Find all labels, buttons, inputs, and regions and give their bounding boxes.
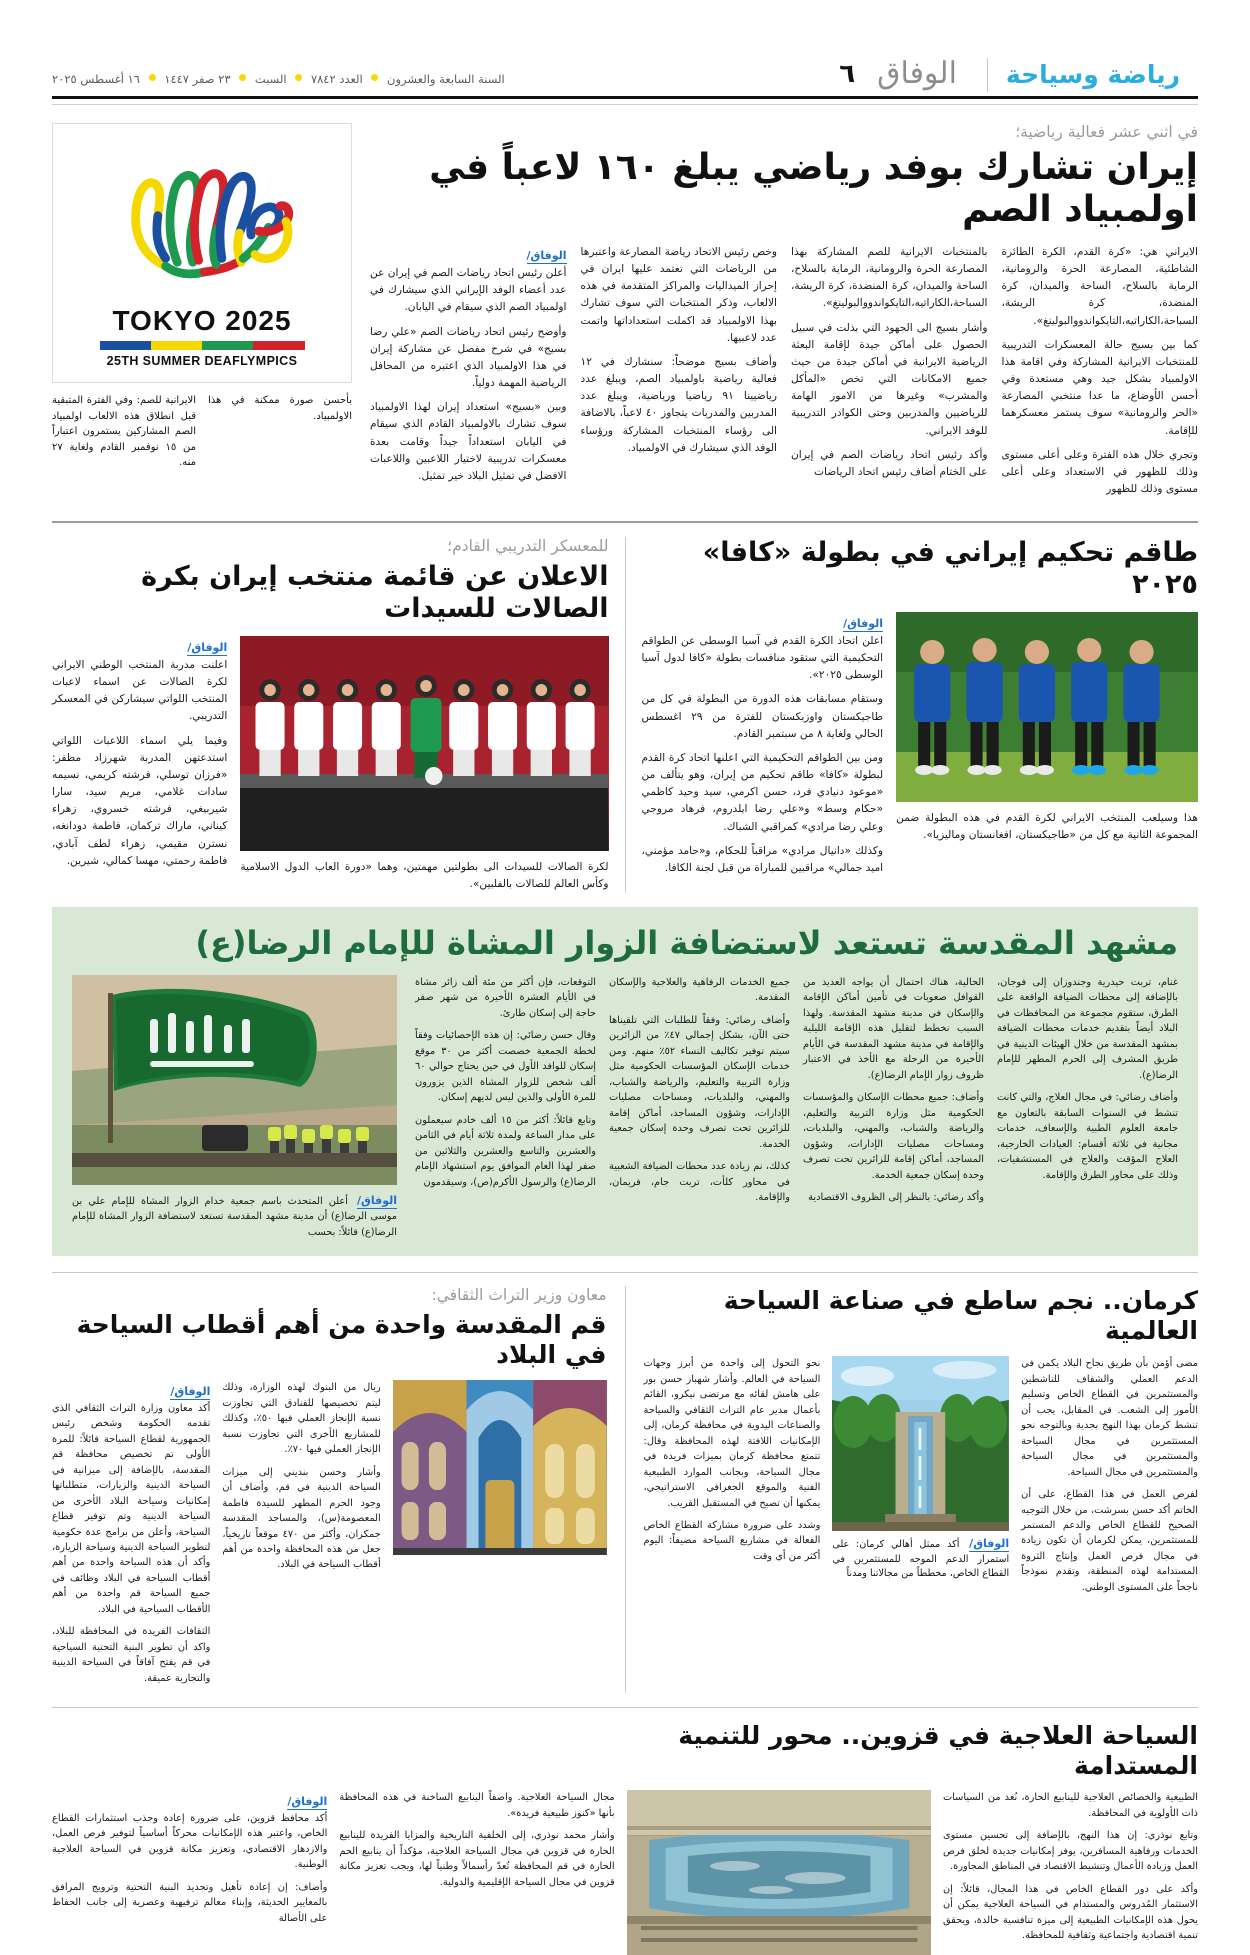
article-qazvin-headline: السياحة العلاجية في قزوين.. محور للتنمية المستدامة <box>678 1721 1198 1780</box>
paragraph: أكد معاون وزارة التراث الثقافي الذي تقدمه الحكومة وشخص رئيس الجمهورية لقطاع السياحة قائلاً: للمرة الأولى تم تخصيص محافظة قم المقدسة، بالإضافة إلى ميزانية في السياحة الدينية والزيارات، متطلباتها إمكانيات وسياحة البلاد الأخرى من السياحة الدينية وتم توفير قطاع السياحة، وأعلن من برامج عدة حكومية لتطوير السياحة الدينية وسياحة الزيارة، وأكد أن هذه السياحة واحدة من أهم أقطاب السياحة في البلاد وظائف في جميع السياحة قم واحدة من أهم الأقطاب السياحية في البلاد. <box>52 1402 211 1615</box>
logo-wordmark: TOKYO 2025 <box>112 305 292 336</box>
paragraph: وأشار بسيج الى الجهود التي بذلت في سبيل الحصول على أماكن جيدة لإقامة البعثة الرياضية الايرانية في أماكن جيدة من حيث جميع الامكانات التي تخص «المأكل والمشرب» وغيرها من الامور الهامة للرياضيين والمدربين وحتى الكوادر التدريبية للوفد الايراني. <box>791 321 988 437</box>
paragraph: بالمنتخبات الايرانية للصم المشاركة بهذا المصارعة الحرة والرومانية، الرماية بالسلاح، الساحة والميدان، كرة المنضدة، كرة الريشة، السباحة،الكاراتيه،التايكواندووالبولينغ». <box>791 245 988 310</box>
paragraph: أكد محافظ قزوين، على ضرورة إعادة وجذب استثمارات القطاع الخاص، واعتبر هذه الإمكانيات محركاً أساسياً لتوفير فرص العمل، والازدهار الاقتصادي، وتعزيز مكانة قزوين في السياحة العلاجية الوطنية. <box>51 1812 328 1871</box>
source-tag: الوفاق/ <box>526 248 567 262</box>
paragraph: وبين «بسيج» استعداد إيران لهذا الاولمبياد سوف تشارك بالاولمبياد القادم الذي سيقام في اليابان استعداداً جيداً وقامت بعدة معسكرات تدريبية لاختيار اللاعبين واللاعبات الافضل في تمثيل البلاد خير تمثيل. <box>370 401 567 482</box>
page-number: ٦ <box>839 59 856 89</box>
mashhad-body-2 <box>803 975 984 1206</box>
article-qazvin-columns <box>52 1790 1198 1955</box>
mashhad-photo-block <box>72 975 397 1240</box>
mashhad-body-4 <box>415 975 596 1190</box>
section-rule-3 <box>52 1707 1198 1708</box>
dateline-p3: ٢٣ صفر ١٤٤٧ <box>164 72 231 86</box>
dateline-p2: السبت <box>254 72 287 86</box>
paper-name: الوفاق <box>877 56 957 91</box>
dateline-p0: السنة السابعة والعشرون <box>387 72 505 86</box>
source-tag: الوفاق/ <box>170 1385 211 1399</box>
logo-color-bars <box>100 341 305 350</box>
paragraph: مجال السياحة العلاجية. واصفاً الينابيع الساخنة في هذه المحافظة بأنها «كنوز طبيعية فريدة». <box>339 1792 615 1819</box>
qom-col-1 <box>52 1380 210 1693</box>
article-qom-headline: قم المقدسة واحدة من أهم أقطاب السياحة في البلاد <box>76 1310 607 1369</box>
paragraph: وأكد على دور القطاع الخاص في هذا المجال، قائلاً: إن الاستثمار المُدروس والمستدام في السياحة العلاجية يمكن أن يحول هذه الإمكانيات الطبيعية إلى ميزة تنافسية خالدة، ويحقق تنمية اقتصادية واجتماعية وثقافية للمحافظة. <box>942 1883 1198 1941</box>
qazvin-hotspring-photo <box>627 1790 931 1955</box>
paragraph: وأكد رئيس اتحاد رياضات الصم في إيران على الختام أضاف رئيس اتحاد الرياضات <box>791 448 988 478</box>
futsal-body-col-1 <box>52 657 227 870</box>
paragraph: وتجري خلال هذه الفترة وعلى أعلى مستوى وذلك للظهور في الاستعداد وعلى أعلى مستوى وذلك للظهور <box>1001 448 1198 495</box>
article-mashhad <box>52 907 1198 1256</box>
futsal-photo-col <box>240 636 608 893</box>
kerman-photo-col <box>832 1356 1009 1602</box>
body-col-2 <box>581 244 778 457</box>
source-tag: الوفاق/ <box>187 640 228 654</box>
dateline-p1: العدد ٧٨٤٢ <box>310 72 363 86</box>
dateline <box>52 72 505 92</box>
paragraph: الثقافات الفريدة في المحافظة للبلاد، واكد أن تطوير البنية التحتية السياحية في قم يفتح آفاقاً في السياحة الدينية والتجارية عميقة. <box>52 1626 211 1684</box>
deaflympics-logo-block <box>52 123 352 471</box>
paragraph: وخص رئيس الاتحاد رياضة المصارعة واعتبرها من الرياضات التي تعتمد عليها ايران في إحراز الميداليات والمراكز المتقدمة في هذه الالعاب، وذكر المنتخبات التي سوف تشارك بهذا الاولمبياد قد اكملت استعداداتها واتمت عدد لاعبيها. <box>580 245 777 344</box>
kafa-text-col <box>642 612 884 884</box>
deaflympics-hand-logo-icon <box>95 138 310 303</box>
paragraph: وأوضح رئيس اتحاد رياضات الصم «علي رضا بسيج» في شرح مفصل عن مشاركة إيران في هذا الاولمبياد الذي اعتبره من المحافل الرياضية المهمة دولياً. <box>370 325 567 390</box>
paragraph: وستقام مسابقات هذه الدورة من البطولة في كل من طاجيكستان واوزبكستان للفترة من ٢٩ اغسطس الحالي ولغاية ٨ من سبتمبر القادم. <box>641 693 884 740</box>
paragraph: وأضاف: جميع محطات الإسكان والمؤسسات الحكومية مثل وزارة التربية والتعليم، والرياضة والشباب، والمهني، والبلديات، ومساحات مصليات الإدارات، وشؤون المساجد، أماكن إقامة للزائرين تحت تصرف وحدة إسكان جمعية الخدمة. <box>803 1092 984 1181</box>
article-mashhad-headline: مشهد المقدسة تستعد لاستضافة الزوار المشاة للإمام الرضا(ع) <box>195 924 1178 963</box>
article-deaflympics <box>52 123 1198 505</box>
article-deaflympics-text <box>370 123 1198 505</box>
paragraph: اعلنت مدربة المنتخب الوطني الايراني لكرة الصالات عن اسماء لاعبات المنتخب اللواتي سيشاركن في المعسكر التدريبي. <box>52 659 228 723</box>
paragraph: وأضاف رضائي: وفقاً للطلبات التي تلقيناها حتى الآن، بشكل إجمالي ٤٧٪ من الزائرين سيتم توفير تكاليف النساء ٥٢٪ منهم. ومن خدمات الإسكان المؤسسات الحكومية مثل وزارة التربية والتعليم، والرياضة والشباب، والمهني، والبلديات، ومساحات مصليات الإدارات، وشؤون المساجد، أماكن إقامة للزائرين تحت تصرف وحدة إسكان جمعية الخدمة. <box>609 1014 790 1150</box>
kerman-photo-caption-wrap <box>832 1536 1009 1581</box>
column-3 <box>791 244 988 505</box>
mashhad-col-3 <box>609 975 790 1213</box>
kerman-body-2 <box>644 1356 821 1564</box>
source-tag: الوفاق/ <box>287 1795 328 1809</box>
pilgrims-flag-photo <box>72 975 397 1185</box>
article-deaflympics-kicker: في اثني عشر فعالية رياضية؛ <box>1015 123 1198 141</box>
body-col-3 <box>791 244 988 481</box>
article-futsal-headline: الاعلان عن قائمة منتخب إيران بكرة الصالات للسيدات <box>141 561 609 624</box>
mashhad-body-1 <box>997 975 1178 1183</box>
qom-shrine-photo <box>393 1380 607 1555</box>
paragraph: ريال من البنوك لهذه الوزارة، وذلك ليتم تخصيصها للفنادق التي تجاوزت نسبة الإنجاز العملي فيها ٥٠٪، وكذلك للمشاريع الأخرى التي تجاوزت نسبة الإنجاز العملي فيها ٧٠٪. <box>222 1382 381 1456</box>
kerman-garden-photo <box>832 1356 1009 1531</box>
kerman-col-2 <box>644 1356 821 1602</box>
paragraph: وأضاف: إن إعادة تأهيل وتجديد البنية التحتية وترويج المرافق بالمعايير الحديثة، وإبناء معالم ترفيهية وعصرية إلى جانب الحفاظ على الأصالة <box>51 1881 328 1924</box>
bullet-dot-icon <box>295 74 302 81</box>
article-kafa-columns <box>642 612 1199 884</box>
masthead-divider <box>987 58 988 92</box>
paragraph: وأضاف بسيج موضحاً: سنشارك في ١٢ فعالية رياضية باولمبياد الصم، ويبلغ عدد رياضيينا ٩١ رياضيا ورياضية، ويبلغ عدد المدربين والمدربات يتجاوز ٤٠ لاعباً، بالاضافة الى رؤساء المنتخبات المشاركة ورؤساء الوفد الذي سيشارك في الاولمبياد. <box>580 355 777 454</box>
kafa-body-col-1 <box>642 633 884 877</box>
paragraph: وفيما يلي اسماء اللاعبات اللواتي استدعتهن المدربة شهرزاد مظفر: «فرزان توسلي، فرشته كريمي، نسيمه سادات غلامي، مريم سيد، سارا شيربيغي، فرشته خسروي، زهراء كيناني، ماراك تركمان، فاطمة دودانغه، نسترن مقيمي، زهراء لطف آبادي، فاطمة رحمتي، مهسا كمالي، شيرين. <box>52 734 228 867</box>
masthead-brand <box>839 58 1198 92</box>
article-qazvin <box>52 1721 1198 1955</box>
article-qom-columns <box>52 1380 607 1693</box>
paragraph: وتابع قائلاً: أكثر من ١٥ ألف خادم سيعملون على مدار الساعة ولمدة ثلاثة أيام في الثامن والعشرين والتاسع والعشرين والثلاثين من صفر لهذا العام الموافق يوم استشهاد الإمام الرضا(ع) والرسول الأكرم(ص)، وسيقدمون <box>415 1114 596 1188</box>
logo-caption-left: بأحسن صورة ممكنة في هذا الاولمبياد. <box>208 395 352 422</box>
paragraph: اعلن اتحاد الكرة القدم في آسيا الوسطى عن الطواقم التحكيمية التي ستقود منافسات بطولة «كافا لدول آسيا الوسطى ٢٠٢٥». <box>641 635 884 682</box>
bullet-dot-icon <box>371 74 378 81</box>
paragraph: الحالية، هناك احتمال أن يواجه العديد من القوافل صعوبات في تأمين أماكن الإقامة والإسكان في مدينة مشهد المقدسة. ولهذا السبب نخطط لتقليل هذه الإقامة الليلية والإقامة في مدينة مشهد المقدسة في الأيام الأخيرة من الرحلة مع الأخذ في الاعتبار ظروف زوار الإمام الرضا(ع). <box>803 976 984 1081</box>
paragraph: الطبيعية والخصائص العلاجية للينابيع الحارة، نُعد من السياسات ذات الأولوية في المحافظة. <box>942 1792 1198 1819</box>
paragraph: مضى أؤمن بأن طريق نجاح البلاد يكمن في الدعم العملي والشفاف للناشطين والمستثمرين في القطاع الخاص وتسليم الأمور إلى الشعب. في المقابل، يجب أن تنشط كرمان بهذا النهج بجدية وبالتوجه نحو المستثمرين في مجال السياحة والمستثمرين في مجال السياحة والمستثمرين في مجال السياحة. <box>1021 1358 1198 1478</box>
kerman-photo-caption: أكد ممثل أهالي كرمان: على استمرار الدعم الموجه للمستثمرين في القطاع الخاص، مخططاً من مجالاتنا ومدناً <box>832 1539 1010 1580</box>
mashhad-col-4 <box>415 975 596 1213</box>
article-qom-kicker: معاون وزير التراث الثقافي: <box>431 1286 607 1305</box>
paragraph: وكذلك «دانيال مرادي» مراقباً للحكام، و«حامد مؤمني، اميد جمالي» مراقبين للمباراة من قبل لجنة الكافا. <box>641 844 884 874</box>
mashhad-upper-columns <box>415 975 1178 1213</box>
paragraph: وقال حسن رضائي: إن هذه الإحصائيات وفقاً لخطة الجمعية خصصت أكثر من ٣٠ موقع إسكان للوافد الأول في حين يحتاج حوالي ٦٠ ألف شخص للزوار المشاة الذين يزورون للمرة الأولى والذين ليس لديهم إسكان. <box>415 1030 597 1104</box>
column-4 <box>1002 244 1199 505</box>
masthead <box>52 0 1198 99</box>
qom-body-1 <box>52 1401 210 1686</box>
qazvin-body-2 <box>339 1790 614 1890</box>
article-kerman-headline: كرمان.. نجم ساطع في صناعة السياحة العالمية <box>723 1286 1198 1345</box>
article-futsal-women <box>52 537 609 893</box>
section-name: رياضة وسياحة <box>1005 59 1180 89</box>
paragraph: ومن بين الطواقم التحكيمية التي اعلنها اتحاد كرة القدم لبطولة «كافا» طاقم تحكيم من إيران، وهو يتألف من «موعود دنيادي فرد، حسن اكرمي، سيد وحيد كاظمي «حكام وسط» و«علي رضا ايلدروم، فرهاد مروجي وعلي رضا مرادي» كمراقبي الشباك. <box>641 751 884 833</box>
body-col-4 <box>1002 244 1199 498</box>
paragraph: وشدد على ضرورة مشاركة القطاع الخاص الفعالة في مشاريع السياحة مضيفاً: اليوم أكثر من أي وقت <box>643 1520 821 1562</box>
kafa-body-col-2: هذا وسيلعب المنتخب الايراني لكرة القدم في هذه البطولة ضمن المجموعة الثانية مع كل من «طاجيكستان، افغانستان وماليزيا». <box>896 811 1198 841</box>
kerman-body-1 <box>1021 1356 1198 1595</box>
article-kerman-columns <box>644 1356 1199 1602</box>
tokyo-2025-logo-frame <box>52 123 352 383</box>
article-mashhad-top <box>72 975 1178 1240</box>
paragraph: غنام، تربت حيدرية وجندوزان إلى فوجان، بالإضافة إلى محطات الضيافة الواقعة على الطرق، ستقوم مجموعة من المحافظات في البلاد أيضاً بتقديم خدمات محطات الضيافة بمشهد المقدسة من خلال الهيئات الدينية في طريق المشرف إلى الحرم المطهر للإمام الرضا(ع). <box>997 976 1178 1081</box>
logo-subtitle: 25TH SUMMER DEAFLYMPICS <box>106 354 298 368</box>
qazvin-photo-col <box>627 1790 931 1955</box>
column-2 <box>581 244 778 505</box>
qazvin-col-1 <box>943 1790 1198 1955</box>
kerman-col-1 <box>1021 1356 1198 1602</box>
column-1 <box>370 244 567 505</box>
logo-caption-right: الايرانية للصم: وفي الفترة المتبقية قبل انطلاق هذه الالعاب اولمبياد الصم المشاركين يستمرون اعتباراً من ١٥ نوفمبر القادم ولغاية ٢٧ منه. <box>52 395 196 468</box>
logo-caption-row <box>52 393 352 471</box>
article-deaflympics-headline: إيران تشارك بوفد رياضي يبلغ ١٦٠ لاعباً في اولمبياد الصم <box>429 147 1198 231</box>
paragraph: وأشار محمد نوذري، إلى الخلفية التاريخية والمزايا الفريدة للينابيع الحارة في قزوين في مجال السياحة العلاجية، مؤكداً أن ينابيع الحم الحارة في قم المحافظة تُعدّ رأسمالاً وطنياً لها، ويجب تعزيز مكانة قزوين في مجال السياحة الإقليمية والدولية. <box>339 1830 615 1888</box>
mashhad-col-2 <box>803 975 984 1213</box>
paragraph: جميع الخدمات الرفاهية والعلاجية والإسكان المقدمة. <box>609 976 790 1004</box>
futsal-text-col <box>52 636 227 893</box>
article-futsal-kicker: للمعسكر التدريبي القادم؛ <box>447 537 609 556</box>
article-kerman <box>644 1286 1199 1602</box>
paragraph: نحو التحول إلى واحدة من أبرز وجهات السياحة في العالم. وأشار شهباز حسن بور على هامش لقائه مع مرتضى نيكرو، القائم بأعمال مدير عام التراث الثقافي والسياحة والصناعات اليدوية في محافظة كرمان، إلى الإمكانيات اللافتة لهذه المحافظة وقال: تتمتع محافظة كرمان بميزات فريدة في مجال السياحة، وبجانب الموارد الطبيعية الفنية والموقع الجغرافي الاستراتيجي، يمكنها أن تصبح في المستقبل القريب. <box>643 1358 821 1509</box>
kafa-photo-col <box>896 612 1198 884</box>
mashhad-photo-caption-wrap <box>72 1192 397 1240</box>
paragraph: وأضاف رضائي: في مجال العلاج، والتي كانت تنشط في السنوات السابقة بالتعاون مع جامعة العلوم الطبية والإسعاف، خدمات مجانية في ثلاثة أقسام: العيادات الخارجية، العلاج المؤقت والعلاج في المستشفيات، وذلك على محاور الطرق والإقامة. <box>997 1092 1178 1181</box>
bullet-dot-icon <box>239 74 246 81</box>
masthead-underrule <box>52 104 1198 105</box>
referees-photo <box>896 612 1198 802</box>
qazvin-col-2 <box>339 1790 614 1955</box>
section-rule-1 <box>52 521 1198 523</box>
article-futsal-columns <box>52 636 609 893</box>
paragraph: وأشار وحسن بنديني إلى ميزات السياحة الدينية في قم، وأضاف أن وجود الحرم المطهر للسيدة فاطمة المعصومة(س)، والمساجد المقدسة جمكران، وأكثر من ٤٧٠ موقعاً تاريخياً، جعل من هذه المحافظة واحدة من أهم أقطاب السياحة في البلاد. <box>222 1466 381 1571</box>
mashhad-col-1 <box>997 975 1178 1213</box>
source-tag: الوفاق/ <box>843 616 884 630</box>
qazvin-body-3 <box>52 1811 327 1926</box>
futsal-caption: لكرة الصالات للسيدات الى بطولتين مهمتين، وهما «دورة العاب الدول الاسلامية وكأس العالم للصالات بالفلبين». <box>240 860 609 890</box>
paragraph: وتابع نوذري: إن هذا النهج، بالإضافة إلى تحسين مستوى الخدمات ورفاهية المسافرين، يوفر إمكانيات جديدة لخلق فرص العمل وزيادة الأعمال وتنشيط الاقتصاد في المناطق المجاورة. <box>942 1830 1198 1873</box>
article-deaflympics-columns <box>370 244 1198 505</box>
qom-photo-col <box>393 1380 607 1693</box>
column-separator <box>625 537 626 893</box>
bullet-dot-icon <box>149 74 156 81</box>
row-futsal-referees <box>52 537 1198 893</box>
mashhad-photo-caption: أعلن المتحدث باسم جمعية خدام الزوار المشاة للإمام علي بن موسى الرضا(ع) أن مدينة مشهد المقدسة تستعد لاستضافة الزوار المشاة للإمام الرضا(ع) قائلاً: بحسب <box>72 1195 397 1238</box>
column-separator <box>625 1286 626 1693</box>
qom-col-3 <box>222 1380 380 1693</box>
section-rule-2 <box>52 1272 1198 1273</box>
qazvin-body-1 <box>943 1790 1198 1943</box>
paragraph: لفرص العمل في هذا القطاع، على أن الخاتم أكد حسن بسرشت، من خلال التوجيه الصحيح للقطاع الخاص والدعم المستمر للمستثمرين، يمكن لكرمان أن تكون زيادة في مجال فرص العمل وإنتاج الثروة المستدامة لهذه المنطقة، وتقدم نموذجاً ناجحاً على المستوى الوطني. <box>1021 1489 1198 1593</box>
qazvin-col-3 <box>52 1790 327 1955</box>
qom-body-3 <box>222 1380 380 1573</box>
mashhad-body-3 <box>609 975 790 1206</box>
row-tourism-top <box>52 1286 1198 1693</box>
article-qom <box>52 1286 607 1693</box>
body-col-1 <box>370 265 567 485</box>
paragraph: وأكد رضائي: بالنظر إلى الظروف الاقتصادية <box>808 1192 984 1203</box>
source-tag: الوفاق/ <box>969 1537 1010 1551</box>
futsal-team-photo <box>240 636 608 851</box>
paragraph: كما بين بسيج حالة المعسكرات التدريبية للمنتخبات الايرانية المشاركة وفي اقامة هذا الاولمبياد بشكل جيد وهي مستعدة وفي أحسن الأوضاع، ما عدا منتخبي المصارعة «الحر والرومانية» سوف يستمر معسكرهما للإقامة. <box>1001 338 1198 437</box>
paragraph: أعلن رئيس اتحاد رياضات الصم في إيران عن عدد أعضاء الوفد الإيراني الذي سيشارك في اولمبياد الصم الذي سيقام في اليابان. <box>370 267 567 314</box>
source-tag: الوفاق/ <box>357 1193 397 1207</box>
paragraph: التوقعات، فإن أكثر من مئة ألف زائر مشاة في الأيام العشرة الأخيرة من شهر صفر حاجة إلى إسكان طارئ. <box>415 976 596 1019</box>
paragraph: كذلك، نم زيادة عدد محطات الضيافة الشعبية في محاور كلأت، تربت جام، فريمان، والإقامة. <box>609 1161 790 1203</box>
article-kafa-headline: طاقم تحكيم إيراني في بطولة «كافا» ٢٠٢٥ <box>702 537 1198 600</box>
dateline-p4: ١٦ أغسطس ٢٠٢٥ <box>52 72 140 86</box>
article-kafa-referees <box>642 537 1199 884</box>
paragraph: الايراني هي: «كرة القدم، الكرة الطائرة الشاطئية، المصارعة الحرة والرومانية، الرماية بالسلاح، الساحة والميدان، كرة المنضدة، كرة الريشة، السباحة،الكاراتيه،التايكواندووالبولينغ». <box>1001 245 1198 327</box>
